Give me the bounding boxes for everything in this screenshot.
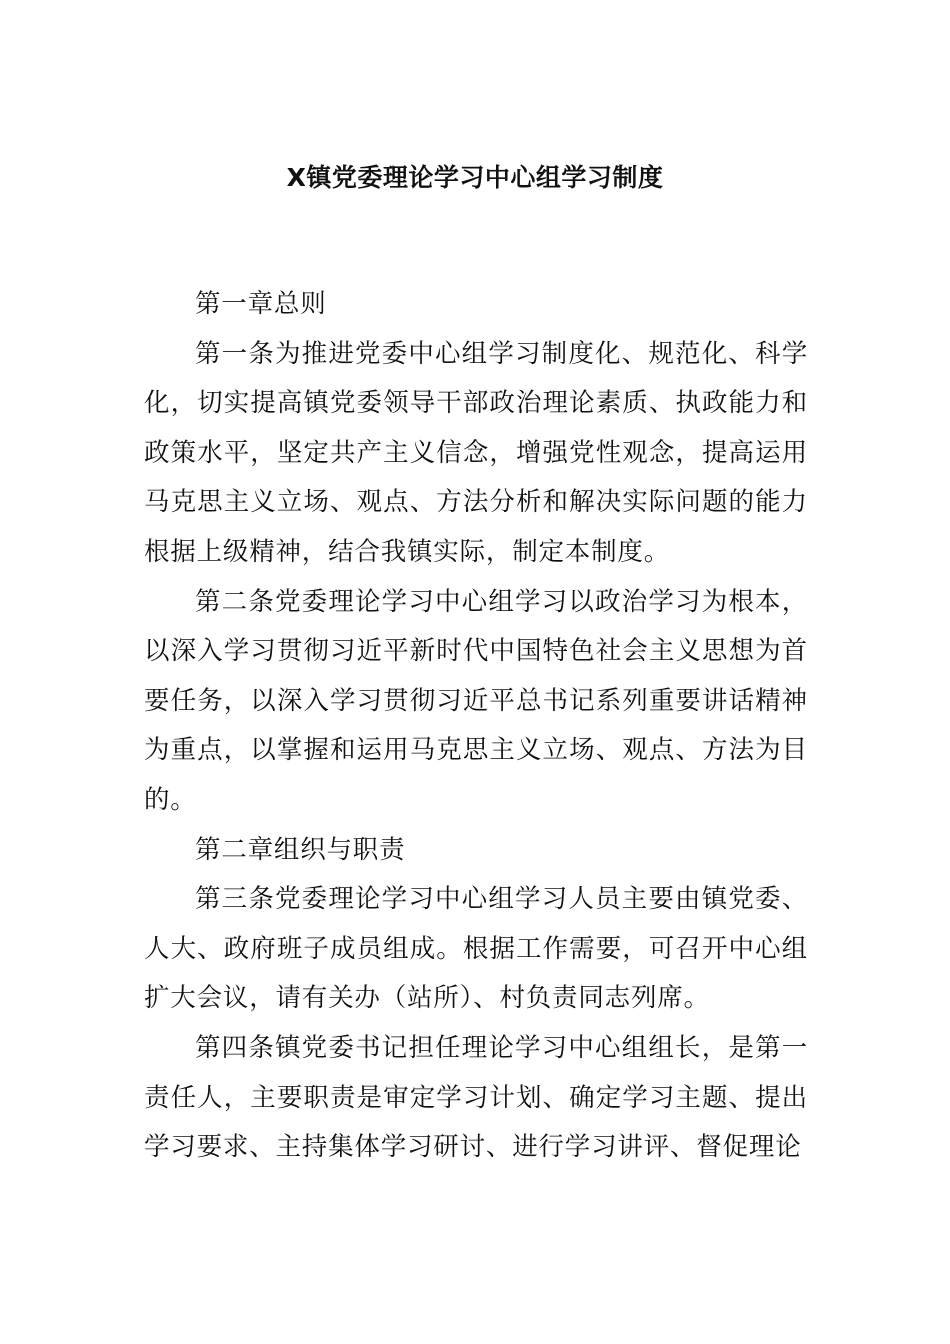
chapter-heading-organization: 第二章组织与职责 (195, 834, 406, 865)
article-paragraph: 第二条党委理论学习中心组学习以政治学习为根本，以深入学习贯彻习近平新时代中国特色社会主义思想为首要任务，以深入学习贯彻习近平总书记系列重要讲话精神为重点，以掌握和运用马克思主义立场、观点、方法为目的。 (144, 586, 808, 815)
article-paragraph: 第三条党委理论学习中心组学习人员主要由镇党委、人大、政府班子成员组成。根据工作需要，可召开中心组扩大会议，请有关办（站所）、村负责同志列席。 (144, 884, 808, 1014)
document-body (144, 280, 808, 1173)
document-title: X镇党委理论学习中心组学习制度 (286, 163, 664, 192)
article-paragraph: 第一条为推进党委中心组学习制度化、规范化、科学化，切实提高镇党委领导干部政治理论素质、执政能力和政策水平，坚定共产主义信念，增强党性观念，提高运用马克思主义立场、观点、方法分析和解决实际问题的能力根据上级精神，结合我镇实际，制定本制度。 (144, 338, 808, 567)
chapter-heading-general: 第一章总则 (195, 289, 327, 319)
article-paragraph: 第四条镇党委书记担任理论学习中心组组长，是第一责任人，主要职责是审定学习计划、确定学习主题、提出学习要求、主持集体学习研讨、进行学习讲评、督促理论 (144, 1032, 808, 1163)
